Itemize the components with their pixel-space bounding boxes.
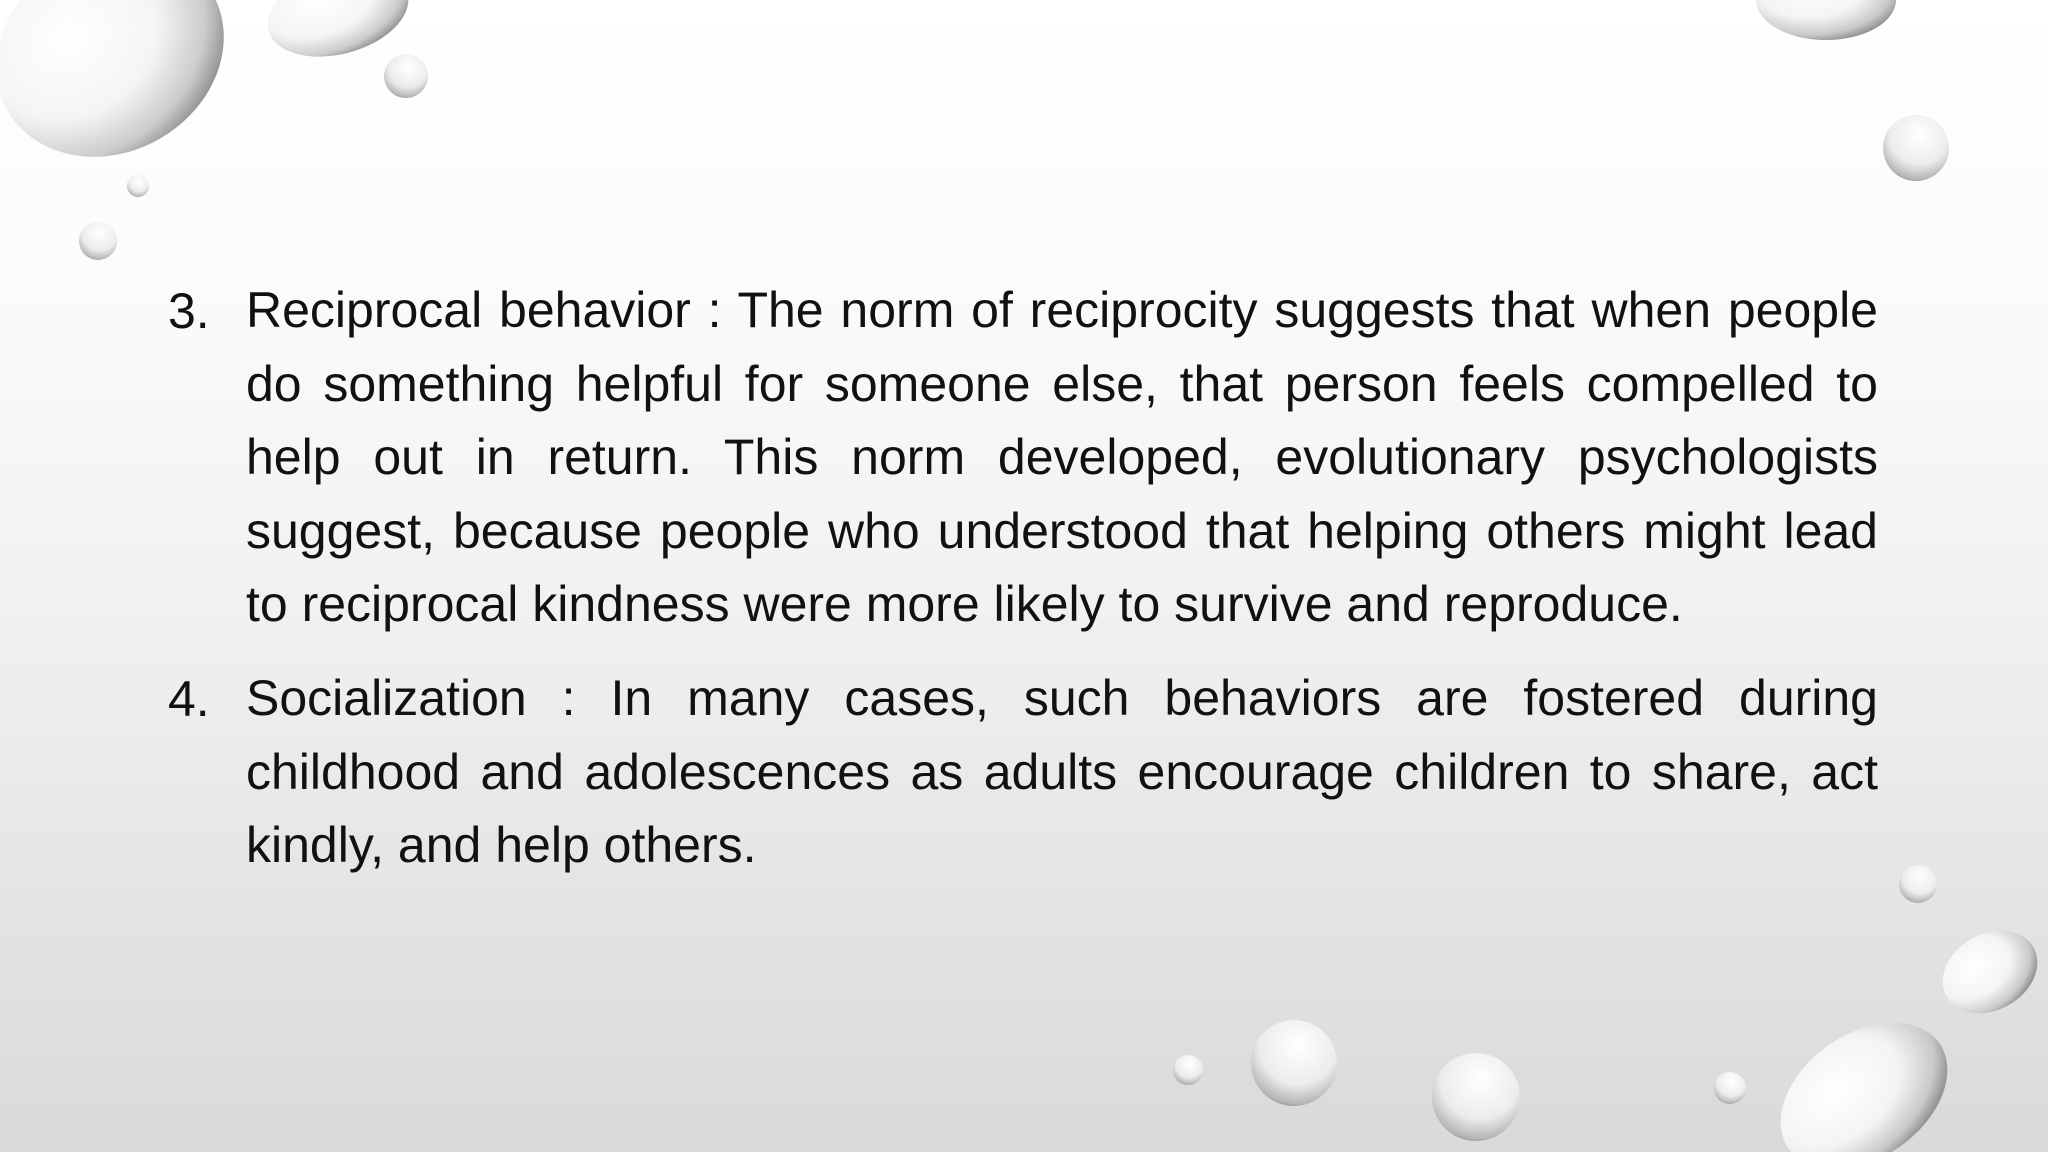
slide-body	[168, 274, 1878, 883]
top-right-droplets	[1756, 0, 1949, 181]
list-item-socialization	[168, 662, 1878, 883]
bottom-right-droplets	[1173, 865, 2048, 1152]
list-number: 4.	[168, 670, 210, 727]
list-item-reciprocal-behavior	[168, 274, 1878, 642]
list-item-text: Socialization : In many cases, such behaviors are fostered during childhood and adolescences as adults encourage children to share, act kindly, and help others.	[246, 669, 1878, 874]
list-number: 3.	[168, 283, 210, 339]
top-left-droplets	[0, 0, 428, 260]
list-item-text: Reciprocal behavior : The norm of reciprocity suggests that when people do something helpful for someone else, that person feels compelled to help out in return. This norm developed, evolutionary psychologists suggest, because people who understood that helping others might lead to reciprocal kindness were more likely to survive and reproduce.	[246, 282, 1878, 633]
